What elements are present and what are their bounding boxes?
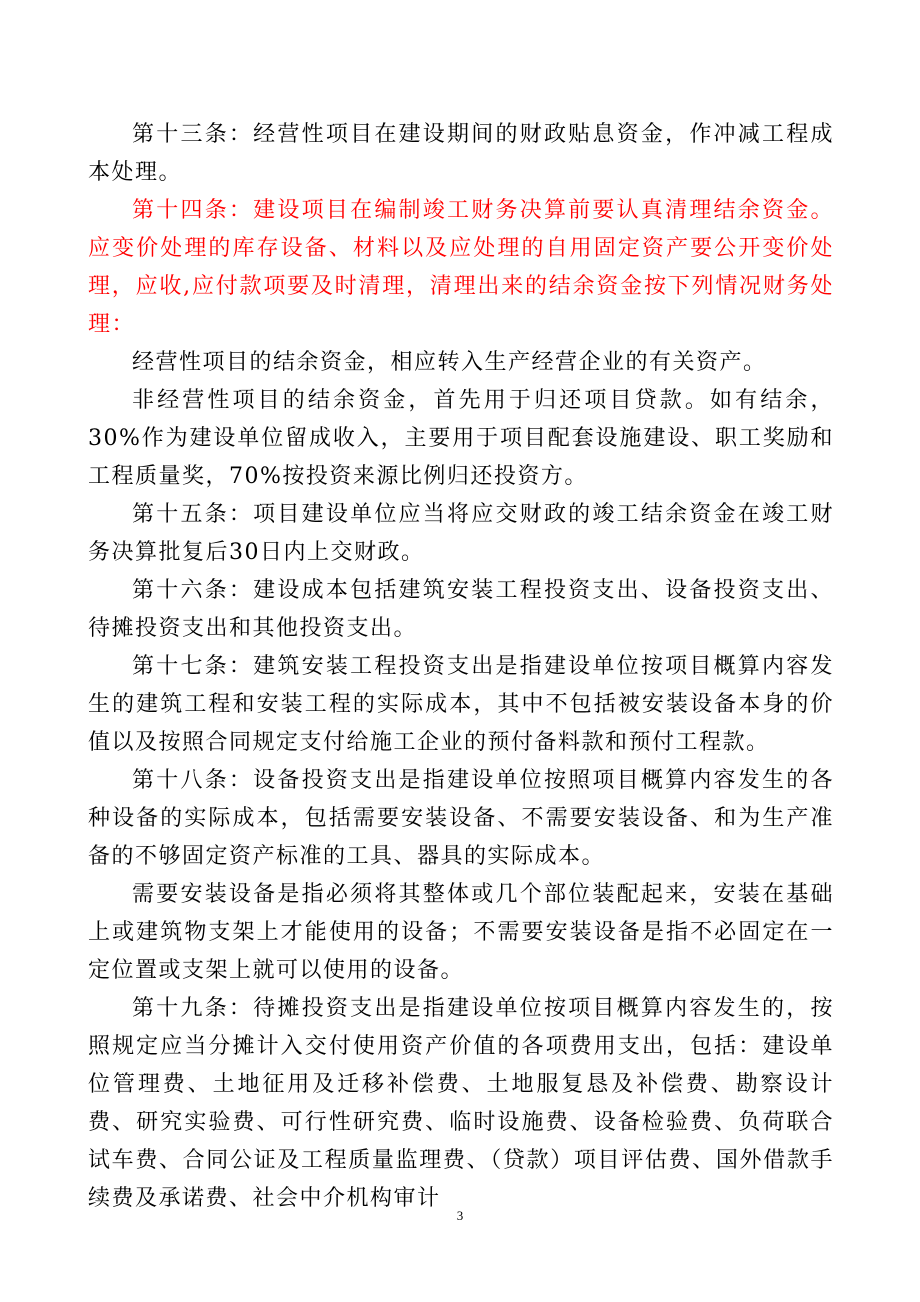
paragraph-non-operating-project-balance: 非经营性项目的结余资金，首先用于归还项目贷款。如有结余，30%作为建设单位留成收入，主要用于项目配套设施建设、职工奖励和工程质量奖，70%按投资来源比例归还投资方。	[88, 388, 834, 489]
paragraph-article-16: 第十六条：建设成本包括建筑安装工程投资支出、设备投资支出、待摊投资支出和其他投资支出。	[88, 578, 834, 641]
document-body	[88, 116, 834, 1218]
paragraph-operating-project-balance: 经营性项目的结余资金，相应转入生产经营企业的有关资产。	[132, 350, 767, 375]
page-number: 3	[456, 1208, 464, 1223]
paragraph-article-19: 第十九条：待摊投资支出是指建设单位按项目概算内容发生的，按照规定应当分摊计入交付使用资产价值的各项费用支出，包括：建设单位管理费、土地征用及迁移补偿费、土地服复恳及补偿费、勘察设计费、研究实验费、可行性研究费、临时设施费、设备检验费、负荷联合试车费、合同公证及工程质量监理费、（贷款）项目评估费、国外借款手续费及承诺费、社会中介机构审计	[88, 996, 834, 1211]
paragraph-article-14-highlighted: 第十四条：建设项目在编制竣工财务决算前要认真清理结余资金。应变价处理的库存设备、材料以及应处理的自用固定资产要公开变价处理，应收,应付款项要及时清理，清理出来的结余资金按下列情况财务处理：	[88, 198, 834, 337]
paragraph-equipment-definition: 需要安装设备是指必须将其整体或几个部位装配起来，安装在基础上或建筑物支架上才能使用的设备；不需要安装设备是指不必固定在一定位置或支架上就可以使用的设备。	[88, 882, 834, 983]
paragraph-article-13: 第十三条：经营性项目在建设期间的财政贴息资金，作冲减工程成本处理。	[88, 122, 834, 185]
paragraph-article-18: 第十八条：设备投资支出是指建设单位按照项目概算内容发生的各种设备的实际成本，包括需要安装设备、不需要安装设备、和为生产准备的不够固定资产标准的工具、器具的实际成本。	[88, 768, 834, 869]
paragraph-article-17: 第十七条：建筑安装工程投资支出是指建设单位按项目概算内容发生的建筑工程和安装工程的实际成本，其中不包括被安装设备本身的价值以及按照合同规定支付给施工企业的预付备料款和预付工程款。	[88, 654, 834, 755]
paragraph-article-15: 第十五条：项目建设单位应当将应交财政的竣工结余资金在竣工财务决算批复后30日内上交财政。	[88, 502, 834, 565]
